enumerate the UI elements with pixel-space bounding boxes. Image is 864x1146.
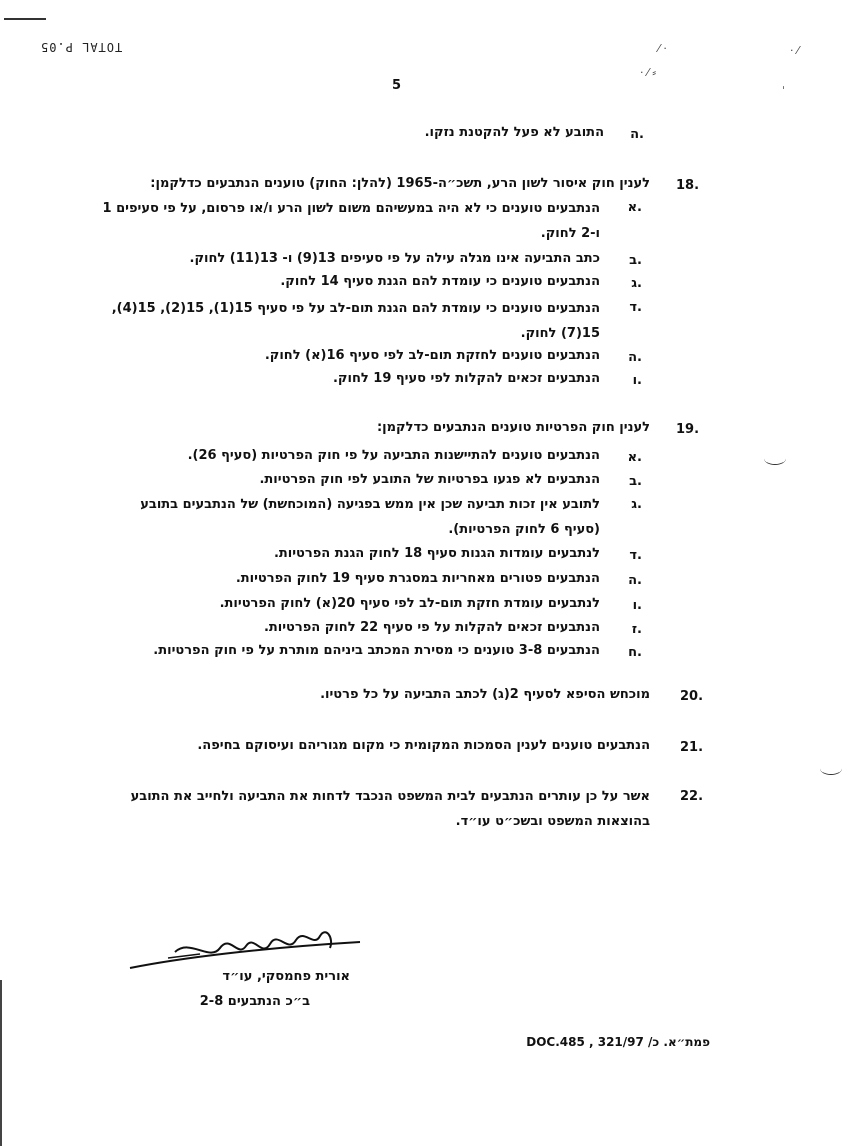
section-19-number: 19. [676, 422, 700, 437]
s18-item-a-letter: א. [627, 200, 642, 215]
section-21-number: 21. [680, 740, 704, 755]
fax-header: TOTAL P.05 [40, 40, 123, 54]
s19-item-a-letter: א. [627, 450, 642, 465]
s18-item-d-text: הנתבעים טוענים כי עומדת להם הגנת תום-לב על פי סעיף 15(1), 15(2), 15(4), 15(7) לחוק. [111, 301, 600, 341]
scan-edge [0, 980, 2, 1146]
section-20-number: 20. [680, 689, 704, 704]
s18-item-d-letter: ד. [629, 300, 642, 315]
s19-item-v-text: לנתבעים עומדת חזקת תום-לב לפי סעיף 20(א) לחוק הפרטיות. [219, 596, 600, 611]
margin-mark [764, 452, 786, 465]
s18-item-b-text: כתב התביעה אינו מגלה עילה על פי סעיפים 13(9) ו- 13(11) לחוק. [189, 251, 600, 266]
s19-item-b-letter: ב. [629, 474, 642, 489]
item-17h-text: התובע לא פעל להקטנת נזקו. [424, 125, 604, 140]
s18-item-v-text: הנתבעים זכאים להקלות לפי סעיף 19 לחוק. [332, 371, 600, 386]
section-22-number: 22. [680, 789, 704, 804]
section-22-text: אשר על כן עותרים הנתבעים לבית המשפט הנכבד לדחות את התביעה ולחייב את התובע בהוצאות המשפט ובשכ״ט עו״ד. [130, 789, 650, 829]
s19-item-g-letter: ג. [631, 497, 642, 512]
s19-item-d-letter: ד. [629, 548, 642, 563]
s19-item-a-text: הנתבעים טוענים להתיישנות התביעה על פי חוק הפרטיות (סעיף 26). [187, 448, 600, 463]
s19-item-z-text: הנתבעים זכאים להקלות על פי סעיף 22 לחוק הפרטיות. [263, 620, 600, 635]
section-18-number: 18. [676, 178, 700, 193]
section-19-intro: לענין חוק הפרטיות טוענים הנתבעים כדלקמן: [376, 420, 650, 435]
fax-corner-line [4, 18, 46, 20]
s18-item-g-text: הנתבעים טוענים כי עומדת להם הגנת סעיף 14 לחוק. [280, 274, 600, 289]
section-20-text: מוכחש הסיפא לסעיף 2(ג) לכתב התביעה על כל פרטיו. [320, 687, 650, 702]
page-number: 5 [392, 78, 402, 93]
s19-item-h-letter: ה. [628, 573, 642, 588]
s18-item-g-letter: ג. [631, 276, 642, 291]
s19-item-g-text: לתובע אין זכות תביעה שכן אין ממש בפגיעה (המוכחשת) של הנתבעים בתובע (סעיף 6 לחוק הפרטיות). [140, 497, 600, 537]
margin-mark [820, 762, 842, 775]
signature-role: ב״כ הנתבעים 2-8 [199, 994, 310, 1009]
s19-item-h-text: הנתבעים פטורים מאחריות במסגרת סעיף 19 לחוק הפרטיות. [235, 571, 600, 586]
s19-item-ch-letter: ח. [628, 645, 642, 660]
signature-name: אורית פחמסקי, עו״ד [222, 969, 350, 984]
s19-item-ch-text: הנתבעים 3-8 טוענים כי מסירת המכתב ביניהם מותרת על פי חוק הפרטיות. [153, 643, 600, 658]
s19-item-b-text: הנתבעים לא פגעו בפרטיות של התובע לפי חוק הפרטיות. [259, 472, 600, 487]
item-17h-letter: ה. [630, 127, 644, 142]
section-18-intro: לענין חוק איסור לשון הרע, תשכ״ה-1965 (להלן: החוק) טוענים הנתבעים כדלקמן: [150, 176, 650, 191]
s19-item-z-letter: ז. [631, 622, 642, 637]
section-21-text: הנתבעים טוענים לענין הסמכות המקומית כי מקום מגוריהם ועיסוקם בחיפה. [197, 738, 650, 753]
s18-item-v-letter: ו. [632, 373, 642, 388]
s19-item-d-text: לנתבעים עומדות הגנות סעיף 18 לחוק הגנת הפרטיות. [273, 546, 600, 561]
s18-item-h-letter: ה. [628, 350, 642, 365]
footer-reference: פמת״א. כ/ 321/97 , DOC.485 [526, 1035, 710, 1049]
s18-item-a-text: הנתבעים טוענים כי לא היה במעשיהם משום לשון הרע ו/או פרסום, על פי סעיפים 1 ו-2 לחוק. [102, 201, 600, 241]
s19-item-v-letter: ו. [632, 598, 642, 613]
s18-item-h-text: הנתבעים טוענים לחזקת תום-לב לפי סעיף 16(א) לחוק. [264, 348, 600, 363]
scan-marks: ⁄ · · ⁄ ⸗ · ⁄ ˈ [640, 42, 799, 97]
s18-item-b-letter: ב. [629, 253, 642, 268]
